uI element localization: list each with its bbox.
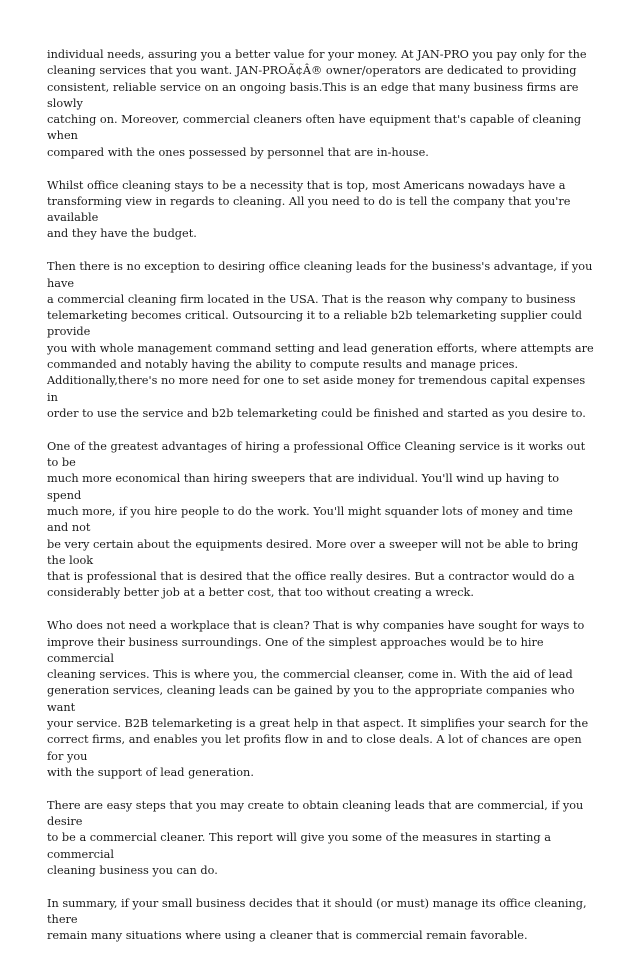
paragraph-5: Who does not need a workplace that is clean? That is why companies have sought for ways to improve their business surroundings. One of the simplest approaches would be to hire commercial cleaning services. This is where you, the commercial cleanser, come in. With the aid of lead generation services, cleaning leads can be gained by you to the appropriate companies who want your service. B2B telemarketing is a great help in that aspect. It simplifies your search for the correct firms, and enables you let profits flow in and to close deals. A lot of chances are open for you with the support of lead generation.: [47, 619, 589, 779]
document-body: [47, 47, 595, 961]
paragraph-4: One of the greatest advantages of hiring a professional Office Cleaning service is it works out to be much more economical than hiring sweepers that are individual. You'll wind up having to spend much more, if you hire people to do the work. You'll might squander lots of money and time and not be very certain about the equipments desired. More over a sweeper will not be able to bring the look that is professional that is desired that the office really desires. But a contractor would do a considerably better job at a better cost, that too without creating a wreck.: [47, 439, 586, 600]
paragraph-1: individual needs, assuring you a better value for your money. At JAN-PRO you pay only for the cleaning services that you want. JAN-PROÃ¢Â® owner/operators are dedicated to providing consistent, reliable service on an ongoing basis.This is an edge that many business firms are slowly catching on. Moreover, commercial cleaners often have equipment that's capable of cleaning when compared with the ones possessed by personnel that are in-house.: [47, 48, 587, 159]
paragraph-2: Whilst office cleaning stays to be a necessity that is top, most Americans nowadays have a transforming view in regards to cleaning. All you need to do is tell the company that you're available and they have the budget.: [47, 178, 571, 241]
paragraph-3: Then there is no exception to desiring office cleaning leads for the business's advantage, if you have a commercial cleaning firm located in the USA. That is the reason why company to business telemarketing becomes critical. Outsourcing it to a reliable b2b telemarketing supplier could provide you with whole management command setting and lead generation efforts, where attempts are commanded and notably having the ability to compute results and manage prices. Additionally,there's no more need for one to set aside money for tremendous capital expenses in order to use the service and b2b telemarketing could be finished and started as you desire to.: [47, 260, 594, 420]
paragraph-7: In summary, if your small business decides that it should (or must) manage its office cleaning, there remain many situations where using a cleaner that is commercial remain favorable.: [47, 896, 587, 943]
paragraph-6: There are easy steps that you may create to obtain cleaning leads that are commercial, if you desire to be a commercial cleaner. This report will give you some of the measures in starting a commercial cleaning business you can do.: [47, 798, 584, 877]
